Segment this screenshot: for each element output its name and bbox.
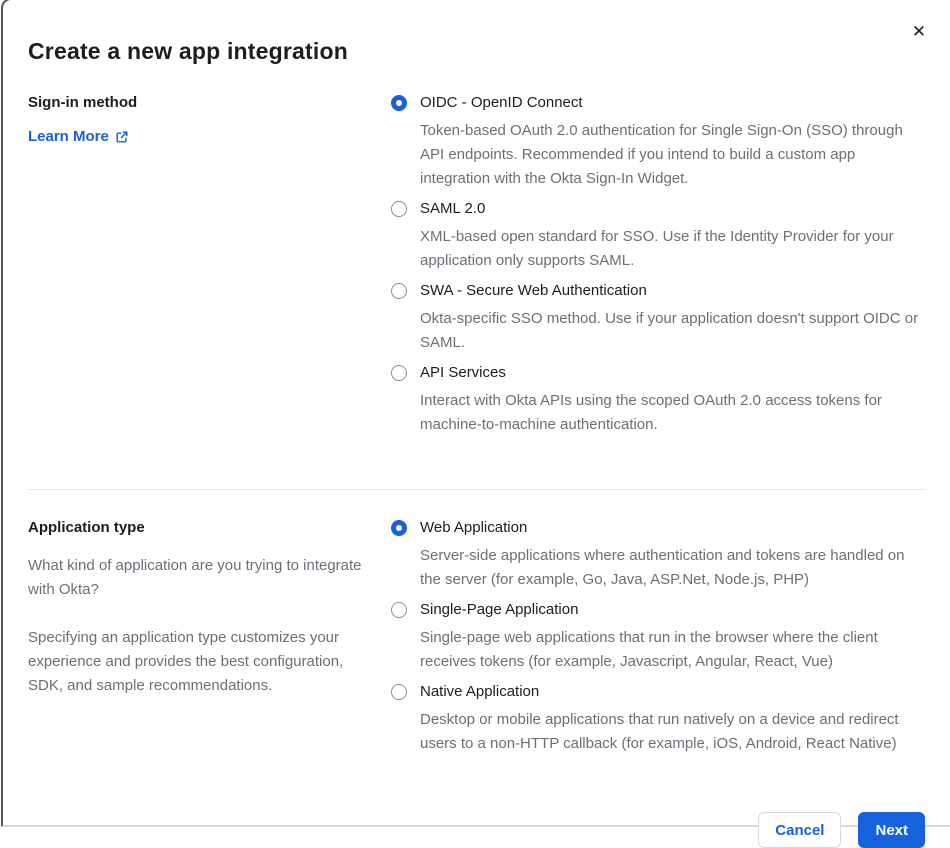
radio-option-description: XML-based open standard for SSO. Use if the Identity Provider for your application only supports SAML. — [420, 225, 925, 273]
application-type-help-text: Specifying an application type customizes your experience and provides the best configuration, SDK, and sample recommendations. — [28, 626, 364, 698]
radio-single-page-application[interactable] — [391, 602, 407, 618]
radio-option-native-application[interactable] — [391, 684, 925, 756]
application-type-left-column — [28, 520, 364, 766]
application-type-section — [28, 520, 925, 766]
radio-option-description: Single-page web applications that run in the browser where the client receives tokens (for example, Javascript, Angular, React, Vue) — [420, 626, 925, 674]
radio-option-oidc[interactable] — [391, 95, 925, 191]
close-icon[interactable]: ✕ — [907, 20, 931, 44]
radio-swa[interactable] — [391, 283, 407, 299]
radio-saml[interactable] — [391, 201, 407, 217]
signin-method-section — [28, 95, 925, 447]
modal-footer — [28, 812, 925, 848]
radio-option-saml[interactable] — [391, 201, 925, 273]
application-type-options — [391, 520, 925, 766]
signin-method-options — [391, 95, 925, 447]
learn-more-link[interactable] — [28, 129, 129, 145]
radio-option-description: Okta-specific SSO method. Use if your application doesn't support OIDC or SAML. — [420, 307, 925, 355]
radio-web-application[interactable] — [391, 520, 407, 536]
radio-option-label[interactable]: Web Application — [420, 520, 925, 536]
cancel-button[interactable]: Cancel — [758, 812, 841, 848]
radio-option-label[interactable]: SAML 2.0 — [420, 201, 925, 217]
radio-option-web-application[interactable] — [391, 520, 925, 592]
section-divider — [28, 489, 925, 490]
radio-option-swa[interactable] — [391, 283, 925, 355]
create-app-integration-modal — [1, 0, 950, 827]
radio-option-description: Interact with Okta APIs using the scoped OAuth 2.0 access tokens for machine-to-machine authentication. — [420, 389, 925, 437]
radio-native-application[interactable] — [391, 684, 407, 700]
application-type-question: What kind of application are you trying to integrate with Okta? — [28, 554, 364, 602]
signin-method-left-column — [28, 95, 364, 447]
radio-option-single-page-application[interactable] — [391, 602, 925, 674]
signin-method-label: Sign-in method — [28, 95, 364, 111]
radio-option-description: Server-side applications where authentication and tokens are handled on the server (for example, Go, Java, ASP.Net, Node.js, PHP) — [420, 544, 925, 592]
radio-option-description: Desktop or mobile applications that run natively on a device and redirect users to a non-HTTP callback (for example, iOS, Android, React Native) — [420, 708, 925, 756]
radio-option-label[interactable]: OIDC - OpenID Connect — [420, 95, 925, 111]
application-type-label: Application type — [28, 520, 364, 536]
radio-option-description: Token-based OAuth 2.0 authentication for Single Sign-On (SSO) through API endpoints. Recommended if you intend to build a custom app integration with the Okta Sign-In Widget. — [420, 119, 925, 191]
radio-oidc[interactable] — [391, 95, 407, 111]
external-link-icon — [115, 130, 129, 144]
radio-api-services[interactable] — [391, 365, 407, 381]
radio-option-label[interactable]: API Services — [420, 365, 925, 381]
learn-more-label: Learn More — [28, 129, 109, 145]
radio-option-label[interactable]: Native Application — [420, 684, 925, 700]
radio-option-label[interactable]: Single-Page Application — [420, 602, 925, 618]
modal-title: Create a new app integration — [28, 38, 925, 65]
next-button[interactable]: Next — [858, 812, 925, 848]
radio-option-api-services[interactable] — [391, 365, 925, 437]
radio-option-label[interactable]: SWA - Secure Web Authentication — [420, 283, 925, 299]
